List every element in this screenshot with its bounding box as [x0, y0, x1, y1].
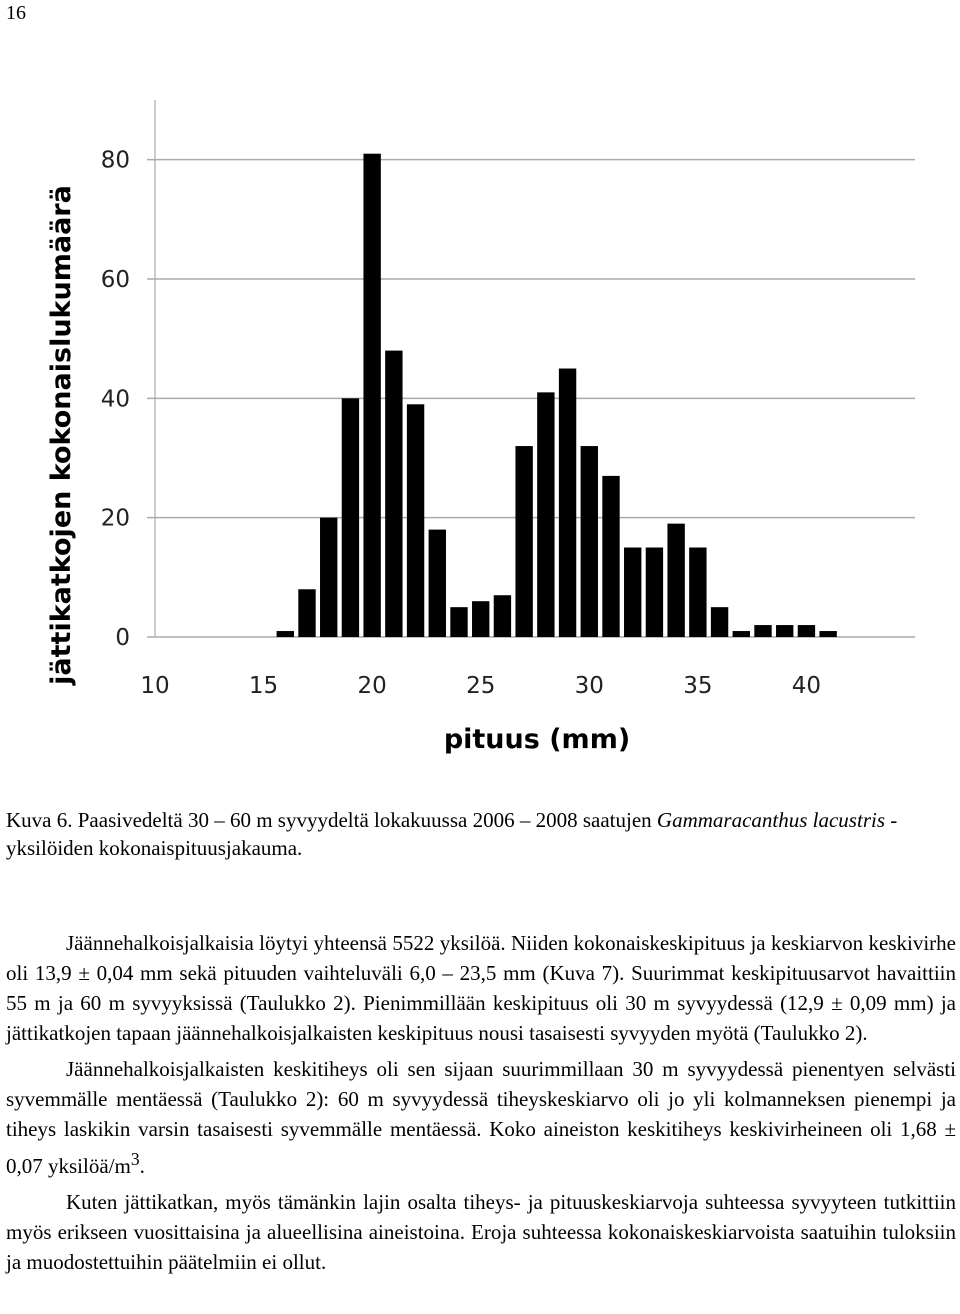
- x-tick-label: 30: [574, 673, 604, 699]
- caption-species: Gammaracanthus lacustris: [656, 808, 885, 832]
- caption-text: Paasivedeltä 30 – 60 m syvyydeltä lokakuussa 2006 – 2008 saatujen: [72, 808, 657, 832]
- x-axis-title: pituus (mm): [443, 724, 631, 755]
- paragraph-2: [6, 1054, 956, 1181]
- bar: [537, 392, 554, 637]
- bar: [733, 631, 750, 637]
- bar: [581, 446, 598, 637]
- bar: [646, 548, 663, 638]
- paragraph-3: Kuten jättikatkan, myös tämänkin lajin osalta tiheys- ja pituuskeskiarvoja suhteessa syvyyteen tutkittiin myös erikseen vuosittaisina ja alueellisina aineistoina. Eroja suhteessa kokonaiskeskiarvoista saatuihin tuloksiin ja muodostettuihin päätelmiin ei ollut.: [6, 1190, 956, 1274]
- x-tick-labels: [140, 673, 821, 699]
- paragraph-2-text: Jäännehalkoisjalkaisten keskitiheys oli sen sijaan suurimmillaan 30 m syvyydessä pienentyen selvästi syvemmälle mentäessä (Taulukko 2): 60 m syvyydessä tiheyskeskiarvo oli jo yli kolmanneksen pienempi ja tiheys laskikin varsin tasaisesti syvemmälle mentäessä. Koko aineiston keskitiheys keskivirheineen oli 1,68 ± 0,07 yksilöä/m: [6, 1057, 956, 1178]
- y-tick-label: 80: [100, 147, 130, 174]
- bar: [819, 631, 836, 637]
- caption-label: Kuva 6.: [6, 808, 73, 832]
- bar: [472, 601, 489, 637]
- bar: [494, 595, 511, 637]
- y-tick-labels: [101, 148, 130, 651]
- y-tick-label: 0: [115, 625, 130, 651]
- paragraph-2-end: .: [139, 1154, 145, 1178]
- x-tick-label: 10: [140, 673, 170, 699]
- bar: [754, 625, 771, 637]
- page-number: 16: [6, 2, 26, 24]
- bar: [602, 476, 619, 637]
- length-histogram: [0, 80, 960, 780]
- x-tick-label: 15: [248, 673, 279, 699]
- x-tick-label: 40: [791, 673, 822, 699]
- bar: [363, 154, 380, 637]
- y-tick-label: 60: [100, 267, 130, 293]
- bar: [559, 369, 576, 638]
- bars: [277, 154, 837, 637]
- x-tick-label: 25: [466, 673, 496, 699]
- bar: [689, 548, 706, 638]
- body-text: [6, 928, 956, 1283]
- y-tick-label: 40: [100, 386, 130, 413]
- bar: [407, 404, 424, 637]
- y-tick-label: 20: [100, 505, 130, 532]
- bar: [450, 607, 467, 637]
- x-tick-label: 20: [357, 673, 387, 699]
- bar: [624, 548, 641, 638]
- bar: [515, 446, 532, 637]
- bar: [385, 351, 402, 637]
- caption-text-end: -yksilöiden kokonaispituusjakauma.: [6, 808, 898, 860]
- figure-caption: [6, 806, 954, 862]
- bar: [342, 398, 359, 637]
- bar: [320, 518, 337, 637]
- bar: [298, 589, 315, 637]
- y-axis-title: jättikatkojen kokonaislukumäärä: [46, 185, 77, 685]
- bar: [798, 625, 815, 637]
- x-tick-label: 35: [683, 673, 713, 699]
- bar: [277, 631, 294, 637]
- bar: [429, 530, 446, 637]
- paragraph-1: Jäännehalkoisjalkaisia löytyi yhteensä 5522 yksilöä. Niiden kokonaiskeskipituus ja keskiarvon keskivirhe oli 13,9 ± 0,04 mm sekä pituuden vaihteluväli 6,0 – 23,5 mm (Kuva 7). Suurimmat keskipituusarvot havaittiin 55 m ja 60 m syvyyksissä (Taulukko 2). Pienimmillään keskipituus oli 30 m syvyydessä (12,9 ± 0,09 mm) ja jättikatkojen tapaan jäännehalkoisjalkaisten keskipituus nousi tasaisesti syvyyden myötä (Taulukko 2).: [6, 931, 956, 1045]
- bar: [711, 607, 728, 637]
- bar: [776, 625, 793, 637]
- bar: [667, 524, 684, 637]
- paragraph-2-superscript: 3: [130, 1149, 140, 1169]
